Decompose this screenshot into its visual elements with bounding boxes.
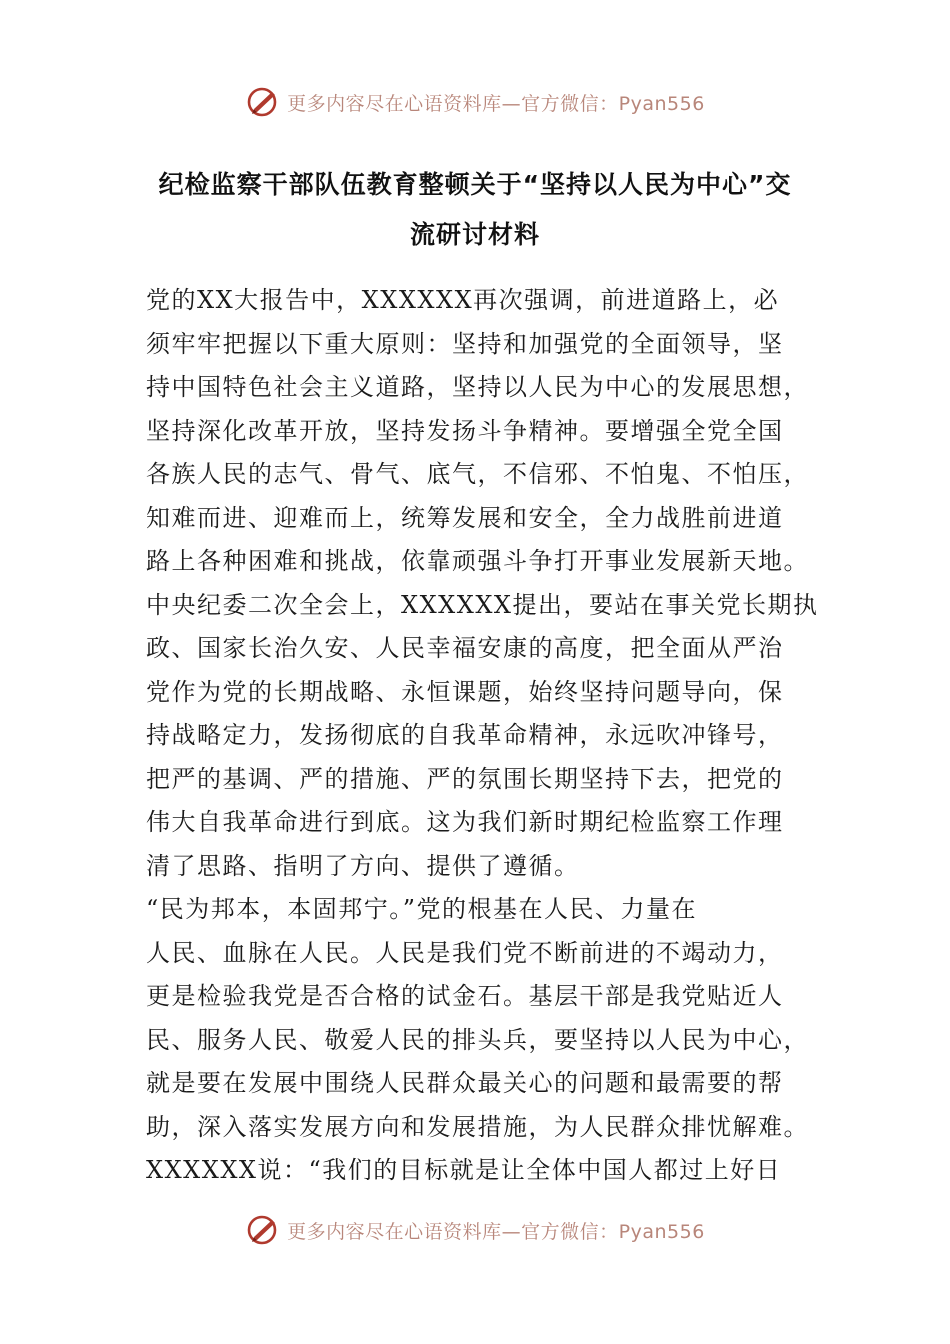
body-line: 中央纪委二次全会上，XXXXXX提出，要站在事关党长期执 <box>146 590 819 619</box>
header-banner <box>0 82 950 122</box>
body-line: 党的XX大报告中，XXXXXX再次强调，前进道路上，必 <box>146 286 780 314</box>
body-line: 坚持深化改革开放，坚持发扬斗争精神。要增强全党全国 <box>146 416 784 445</box>
body-line: 人民、血脉在人民。人民是我们党不断前进的不竭动力， <box>146 938 784 967</box>
body-line: 持中国特色社会主义道路，坚持以人民为中心的发展思想， <box>146 373 809 401</box>
body-line: 把严的基调、严的措施、严的氛围长期坚持下去，把党的 <box>146 764 784 793</box>
document-body <box>146 279 819 1193</box>
body-line: 政、国家长治久安、人民幸福安康的高度，把全面从严治 <box>146 634 784 662</box>
body-line: 伟大自我革命进行到底。这为我们新时期纪检监察工作理 <box>146 808 784 836</box>
footer-banner <box>0 1210 950 1250</box>
body-line: 清了思路、指明了方向、提供了遵循。 <box>146 851 580 880</box>
body-line: 知难而进、迎难而上，统筹发展和安全，全力战胜前进道 <box>146 503 784 532</box>
body-line: 路上各种困难和挑战，依靠顽强斗争打开事业发展新天地。 <box>146 547 809 575</box>
body-line: 助，深入落实发展方向和发展措施，为人民群众排忧解难。 <box>146 1112 809 1141</box>
body-line: 党作为党的长期战略、永恒课题，始终坚持问题导向，保 <box>146 677 784 706</box>
body-line: 各族人民的志气、骨气、底气，不信邪、不怕鬼、不怕压， <box>146 460 809 488</box>
body-line: 民、服务人民、敬爱人民的排头兵，要坚持以人民为中心， <box>146 1025 809 1054</box>
body-line: “民为邦本，本固邦宁。”党的根基在人民、力量在 <box>146 895 698 923</box>
body-line: 就是要在发展中围绕人民群众最关心的问题和最需要的帮 <box>146 1069 784 1097</box>
body-line: 更是检验我党是否合格的试金石。基层干部是我党贴近人 <box>146 982 784 1010</box>
header-banner-text: 更多内容尽在心语资料库—官方微信：Pyan556 <box>287 92 705 115</box>
title-line: 流研讨材料 <box>409 220 540 249</box>
pen-logo-icon <box>245 1212 281 1248</box>
pen-logo-icon <box>245 84 281 120</box>
document-title <box>140 160 810 260</box>
body-line: XXXXXX说：“我们的目标就是让全体中国人都过上好日 <box>146 1156 782 1184</box>
title-line: 纪检监察干部队伍教育整顿关于“坚持以人民为中心”交 <box>158 170 792 199</box>
footer-banner-text: 更多内容尽在心语资料库—官方微信：Pyan556 <box>287 1220 705 1243</box>
body-line: 须牢牢把握以下重大原则：坚持和加强党的全面领导，坚 <box>146 329 784 358</box>
body-line: 持战略定力，发扬彻底的自我革命精神，永远吹冲锋号， <box>146 721 784 749</box>
